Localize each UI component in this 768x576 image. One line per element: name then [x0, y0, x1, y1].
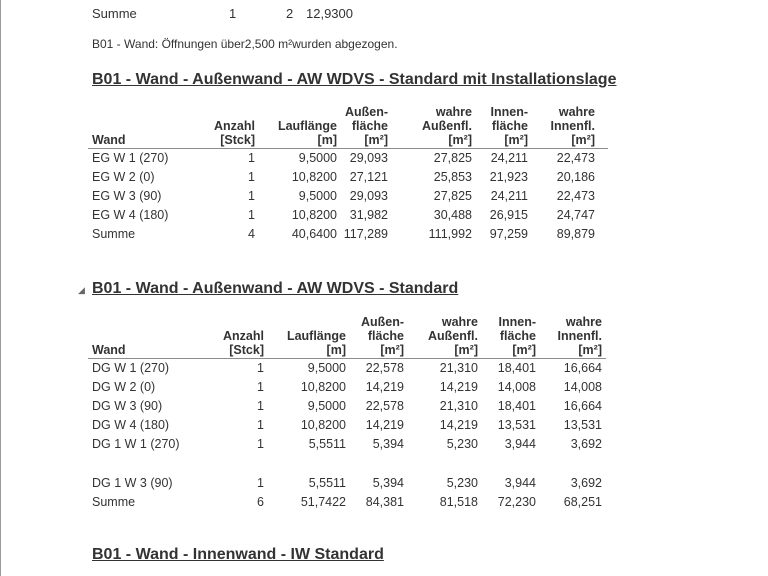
header-line: [m] — [317, 133, 337, 147]
col-wahre-innenfl-cell: 24,747 — [556, 208, 595, 222]
header-line: [m²] — [364, 133, 388, 147]
col-anzahl-cell: 1 — [257, 418, 264, 432]
col-innenflaeche-cell: 18,401 — [497, 361, 536, 375]
col-wand-cell: DG W 3 (90) — [92, 399, 163, 413]
col-wand-cell: DG 1 W 1 (270) — [92, 437, 180, 451]
header-line: fläche — [367, 329, 404, 343]
col-wahre-innenfl-cell: 22,473 — [556, 189, 595, 203]
col-wahre-innenfl-cell: 16,664 — [563, 361, 602, 375]
table-row — [88, 359, 606, 378]
header-line: Anzahl — [223, 329, 264, 343]
header-line: [m²] — [454, 343, 478, 357]
col-innenflaeche-cell: 72,230 — [497, 495, 536, 509]
header-col-lauflaenge — [287, 329, 346, 357]
openings-note: B01 - Wand: Öffnungen über2,500 m²wurden abgezogen. — [92, 37, 398, 51]
col-lauflaenge-cell: 5,5511 — [308, 437, 346, 451]
header-line: fläche — [499, 329, 536, 343]
col-wahre-innenfl-cell: 16,664 — [563, 399, 602, 413]
top-summary-label: Summe — [92, 6, 137, 21]
summary-row — [88, 225, 608, 244]
header-line: wahre — [565, 315, 602, 329]
header-col-innenflaeche — [499, 315, 537, 357]
col-anzahl-cell: 1 — [257, 399, 264, 413]
col-wand-cell: Summe — [92, 495, 136, 509]
col-lauflaenge-cell: 9,5000 — [298, 189, 337, 203]
col-innenflaeche-cell: 18,401 — [497, 399, 536, 413]
header-line: Außenfl. — [428, 329, 478, 343]
header-col-innenflaeche — [491, 105, 529, 147]
col-wahre-aussenfl-cell: 25,853 — [433, 170, 472, 184]
col-aussenflaeche-cell: 14,219 — [365, 380, 404, 394]
col-wand-cell: DG W 2 (0) — [92, 380, 156, 394]
col-wahre-innenfl-cell: 13,531 — [563, 418, 602, 432]
col-aussenflaeche-cell: 31,982 — [349, 208, 388, 222]
header-line: Außenfl. — [422, 119, 472, 133]
page-left-border — [0, 0, 1, 576]
header-col-aussenflaeche — [361, 315, 404, 357]
table-row — [88, 474, 606, 493]
col-wahre-innenfl-cell: 20,186 — [556, 170, 595, 184]
table-row — [88, 187, 608, 206]
col-anzahl-cell: 1 — [248, 151, 255, 165]
header-line: Wand — [92, 343, 126, 357]
header-col-wahre-innenfl — [558, 315, 602, 357]
col-wahre-aussenfl-cell: 81,518 — [439, 495, 478, 509]
col-wand-cell: DG 1 W 3 (90) — [92, 476, 173, 490]
col-aussenflaeche-cell: 84,381 — [365, 495, 404, 509]
col-aussenflaeche-cell: 117,289 — [343, 227, 388, 241]
col-lauflaenge-cell: 5,5511 — [308, 476, 346, 490]
top-summary-count: 2 — [286, 6, 294, 21]
col-wahre-innenfl-cell: 68,251 — [563, 495, 602, 509]
header-line: Lauflänge — [277, 119, 337, 133]
top-summary-value: 12,9300 — [306, 6, 353, 21]
col-aussenflaeche-cell: 22,578 — [365, 399, 404, 413]
header-col-anzahl — [223, 329, 264, 357]
section1-table — [88, 98, 608, 244]
col-innenflaeche-cell: 24,211 — [490, 151, 528, 165]
col-wand-cell: EG W 2 (0) — [92, 170, 155, 184]
header-line: Innenfl. — [550, 119, 595, 133]
table-header — [88, 98, 608, 149]
top-summary-anzahl: 1 — [229, 6, 237, 21]
col-anzahl-cell: 1 — [257, 437, 264, 451]
col-anzahl-cell: 6 — [257, 495, 264, 509]
col-wahre-aussenfl-cell: 30,488 — [433, 208, 472, 222]
header-line: [m] — [326, 343, 346, 357]
col-aussenflaeche-cell: 5,394 — [372, 476, 404, 490]
col-innenflaeche-cell: 14,008 — [497, 380, 536, 394]
col-aussenflaeche-cell: 27,121 — [349, 170, 388, 184]
row-gap — [88, 454, 606, 474]
collapse-triangle-icon[interactable]: ◢ — [78, 285, 85, 295]
col-wahre-aussenfl-cell: 14,219 — [439, 418, 478, 432]
header-col-wand — [92, 343, 126, 357]
col-innenflaeche-cell: 3,944 — [504, 476, 536, 490]
table-header — [88, 308, 606, 359]
header-line: Anzahl — [214, 119, 255, 133]
col-anzahl-cell: 4 — [248, 227, 255, 241]
col-wahre-aussenfl-cell: 27,825 — [433, 189, 472, 203]
col-wahre-aussenfl-cell: 27,825 — [433, 151, 472, 165]
header-line: wahre — [558, 105, 595, 119]
col-lauflaenge-cell: 10,8200 — [291, 208, 337, 222]
header-line: [m²] — [512, 343, 536, 357]
table-row — [88, 416, 606, 435]
col-aussenflaeche-cell: 29,093 — [349, 189, 388, 203]
col-anzahl-cell: 1 — [257, 380, 264, 394]
header-line: [m²] — [448, 133, 472, 147]
col-wahre-innenfl-cell: 22,473 — [556, 151, 595, 165]
col-lauflaenge-cell: 9,5000 — [307, 399, 346, 413]
header-line: Innenfl. — [557, 329, 602, 343]
table-row — [88, 168, 608, 187]
col-lauflaenge-cell: 10,8200 — [300, 380, 346, 394]
header-col-wahre-innenfl — [551, 105, 595, 147]
col-wand-cell: DG W 4 (180) — [92, 418, 170, 432]
header-col-anzahl — [214, 119, 255, 147]
col-lauflaenge-cell: 40,6400 — [291, 227, 337, 241]
col-wand-cell: Summe — [92, 227, 136, 241]
header-line: Innen- — [490, 105, 528, 119]
col-wahre-aussenfl-cell: 21,310 — [439, 399, 478, 413]
col-anzahl-cell: 1 — [257, 476, 264, 490]
col-aussenflaeche-cell: 5,394 — [372, 437, 404, 451]
col-innenflaeche-cell: 21,923 — [489, 170, 528, 184]
col-aussenflaeche-cell: 29,093 — [349, 151, 388, 165]
col-aussenflaeche-cell: 14,219 — [365, 418, 404, 432]
header-line: wahre — [435, 105, 472, 119]
header-line: [m²] — [571, 133, 595, 147]
col-innenflaeche-cell: 13,531 — [497, 418, 536, 432]
col-wahre-innenfl-cell: 3,692 — [570, 476, 602, 490]
col-innenflaeche-cell: 26,915 — [489, 208, 528, 222]
header-col-lauflaenge — [278, 119, 337, 147]
section1-title: B01 - Wand - Außenwand - AW WDVS - Standard mit Installationslage — [92, 71, 617, 88]
col-aussenflaeche-cell: 22,578 — [365, 361, 404, 375]
col-wahre-aussenfl-cell: 5,230 — [446, 437, 478, 451]
col-innenflaeche-cell: 97,259 — [489, 227, 528, 241]
header-col-wahre-aussenfl — [422, 105, 472, 147]
table-row — [88, 435, 606, 454]
header-line: wahre — [441, 315, 478, 329]
col-wand-cell: EG W 3 (90) — [92, 189, 162, 203]
summary-row — [88, 493, 606, 512]
col-wahre-innenfl-cell: 89,879 — [556, 227, 595, 241]
header-line: Außen- — [344, 105, 388, 119]
header-col-wahre-aussenfl — [428, 315, 478, 357]
col-lauflaenge-cell: 10,8200 — [300, 418, 346, 432]
col-wahre-aussenfl-cell: 111,992 — [428, 227, 472, 241]
col-lauflaenge-cell: 9,5000 — [307, 361, 346, 375]
col-anzahl-cell: 1 — [248, 208, 255, 222]
header-line: fläche — [491, 119, 528, 133]
col-anzahl-cell: 1 — [248, 170, 255, 184]
section2-title: B01 - Wand - Außenwand - AW WDVS - Standard — [92, 280, 459, 297]
header-line: [Stck] — [220, 133, 255, 147]
col-anzahl-cell: 1 — [257, 361, 264, 375]
header-line: Innen- — [498, 315, 536, 329]
header-line: Wand — [92, 133, 126, 147]
col-lauflaenge-cell: 10,8200 — [291, 170, 337, 184]
col-innenflaeche-cell: 3,944 — [504, 437, 536, 451]
col-wand-cell: DG W 1 (270) — [92, 361, 170, 375]
header-line: fläche — [351, 119, 388, 133]
col-wahre-aussenfl-cell: 14,219 — [439, 380, 478, 394]
table-row — [88, 206, 608, 225]
header-line: Lauflänge — [286, 329, 346, 343]
header-line: Außen- — [360, 315, 404, 329]
table-row — [88, 149, 608, 168]
col-lauflaenge-cell: 9,5000 — [298, 151, 337, 165]
col-wahre-aussenfl-cell: 5,230 — [446, 476, 478, 490]
header-line: [m²] — [578, 343, 602, 357]
header-line: [Stck] — [229, 343, 264, 357]
header-line: [m²] — [380, 343, 404, 357]
header-col-aussenflaeche — [345, 105, 388, 147]
section2-table — [88, 308, 606, 512]
col-wand-cell: EG W 4 (180) — [92, 208, 169, 222]
table-row — [88, 378, 606, 397]
header-line: [m²] — [504, 133, 528, 147]
col-anzahl-cell: 1 — [248, 189, 255, 203]
col-lauflaenge-cell: 51,7422 — [300, 495, 346, 509]
col-wahre-innenfl-cell: 14,008 — [563, 380, 602, 394]
table-row — [88, 397, 606, 416]
col-innenflaeche-cell: 24,211 — [490, 189, 528, 203]
col-wahre-aussenfl-cell: 21,310 — [439, 361, 478, 375]
col-wand-cell: EG W 1 (270) — [92, 151, 169, 165]
header-col-wand — [92, 133, 126, 147]
col-wahre-innenfl-cell: 3,692 — [570, 437, 602, 451]
section3-title: B01 - Wand - Innenwand - IW Standard — [92, 546, 384, 563]
